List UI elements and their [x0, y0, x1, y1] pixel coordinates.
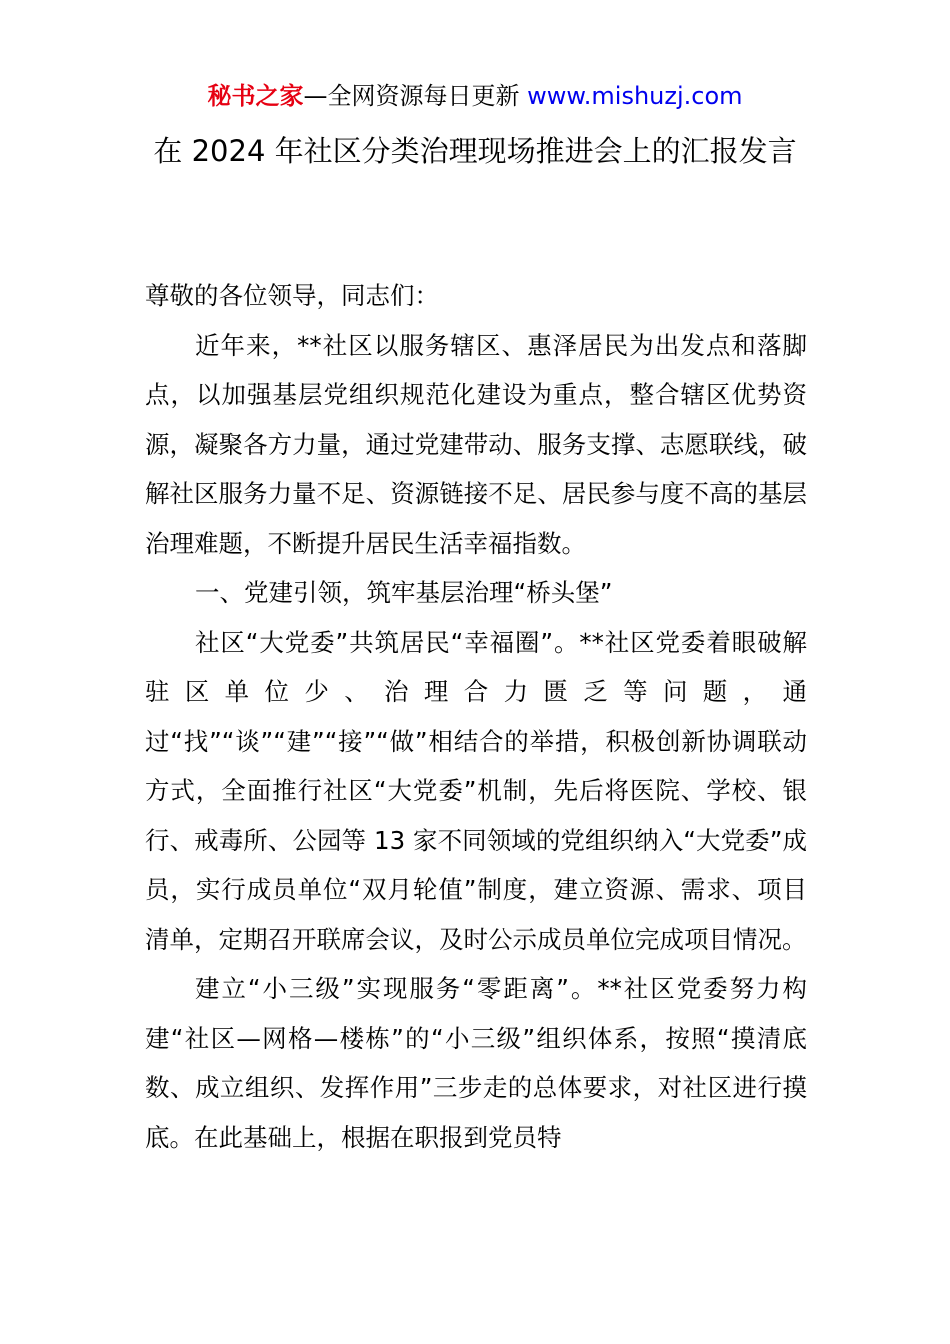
- document-title: 在 2024 年社区分类治理现场推进会上的汇报发言: [153, 134, 797, 168]
- document-body: [145, 271, 807, 1162]
- salutation: 尊敬的各位领导，同志们：: [145, 281, 439, 310]
- brand-name: 秘书之家: [207, 82, 304, 110]
- paragraph-body: 建立“小三级”实现服务“零距离”。**社区党委努力构建“社区—网格—楼栋”的“小三级”组织体系，按照“摸清底数、成立组织、发挥作用”三步走的总体要求，对社区进行摸底。在此基础上，根据在职报到党员特: [145, 974, 807, 1152]
- paragraph-intro: 近年来，**社区以服务辖区、惠泽居民为出发点和落脚点，以加强基层党组织规范化建设为重点，整合辖区优势资源，凝聚各方力量，通过党建带动、服务支撑、志愿联线，破解社区服务力量不足、资源链接不足、居民参与度不高的基层治理难题，不断提升居民生活幸福指数。: [145, 330, 807, 558]
- header-tagline: —全网资源每日更新: [303, 82, 520, 110]
- site-header: [0, 80, 950, 112]
- section-heading: 一、党建引领，筑牢基层治理“桥头堡”: [195, 578, 613, 607]
- site-url-link[interactable]: www.mishuzj.com: [527, 82, 743, 110]
- paragraph-body: 社区“大党委”共筑居民“幸福圈”。**社区党委着眼破解驻区单位少、治理合力匮乏等问题，通过“找”“谈”“建”“接”“做”相结合的举措，积极创新协调联动方式，全面推行社区“大党委”机制，先后将医院、学校、银行、戒毒所、公园等 13 家不同领域的党组织纳入“大党委”成员，实行成员单位“双月轮值”制度，建立资源、需求、项目清单，定期召开联席会议，及时公示成员单位完成项目情况。: [145, 627, 807, 954]
